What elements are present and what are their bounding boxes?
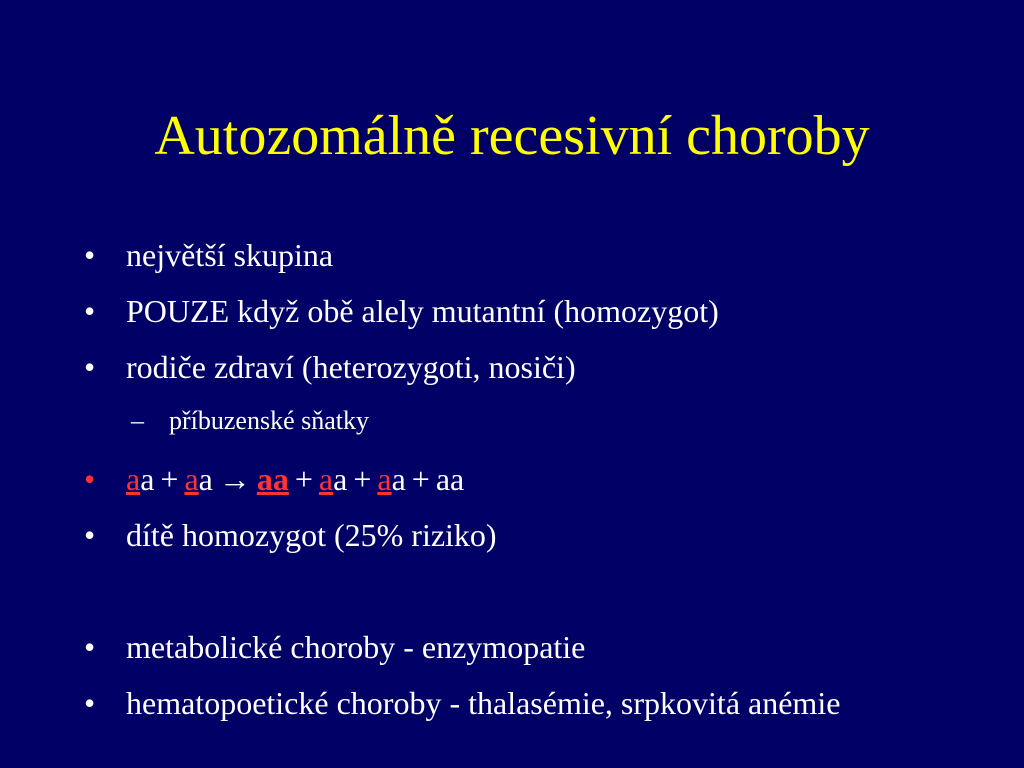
- plus-sign: +: [160, 461, 179, 497]
- sub-bullet-text: příbuzenské sňatky: [169, 406, 370, 435]
- bullet-text: metabolické choroby - enzymopatie: [126, 629, 586, 665]
- slide-title: Autozomálně recesivní choroby: [154, 105, 870, 167]
- bullet-text: POUZE když obě alely mutantní (homozygot): [126, 293, 719, 329]
- bullet-marker: •: [84, 629, 96, 665]
- plus-sign: +: [411, 461, 430, 497]
- bullet-marker: •: [84, 349, 96, 385]
- bullet-item: [84, 627, 585, 667]
- allele-highlight: a: [184, 461, 199, 497]
- allele-highlight: a: [126, 461, 141, 497]
- bullet-text: hematopoetické choroby - thalasémie, srpkovitá anémie: [126, 685, 841, 721]
- bullet-text: rodiče zdraví (heterozygoti, nosiči): [126, 349, 576, 385]
- cross-bullet-item: [84, 459, 464, 499]
- allele: a: [391, 461, 406, 497]
- bullet-item: [84, 347, 576, 387]
- bullet-text: dítě homozygot (25% riziko): [126, 517, 497, 553]
- bullet-item: [84, 515, 497, 555]
- bullet-marker: •: [84, 237, 96, 273]
- cross-formula: [126, 461, 464, 497]
- allele: a: [140, 461, 155, 497]
- bullet-marker: •: [84, 461, 96, 497]
- genotype: aa: [435, 461, 465, 497]
- allele: a: [333, 461, 348, 497]
- sub-bullet-marker: –: [131, 406, 144, 435]
- bullet-marker: •: [84, 517, 96, 553]
- bullet-marker: •: [84, 685, 96, 721]
- allele-highlight: a: [318, 461, 334, 497]
- plus-sign: +: [353, 461, 372, 497]
- bullet-text: největší skupina: [126, 237, 334, 273]
- bullet-item: [84, 235, 333, 275]
- bullet-marker: •: [84, 293, 96, 329]
- plus-sign: +: [294, 461, 313, 497]
- arrow-sign: →: [218, 461, 251, 497]
- allele: a: [198, 461, 213, 497]
- allele-highlight: a: [377, 461, 392, 497]
- bullet-item: [84, 683, 840, 723]
- homozygote-highlight: aa: [256, 461, 289, 497]
- bullet-item: [84, 291, 719, 331]
- sub-bullet-item: [131, 405, 369, 437]
